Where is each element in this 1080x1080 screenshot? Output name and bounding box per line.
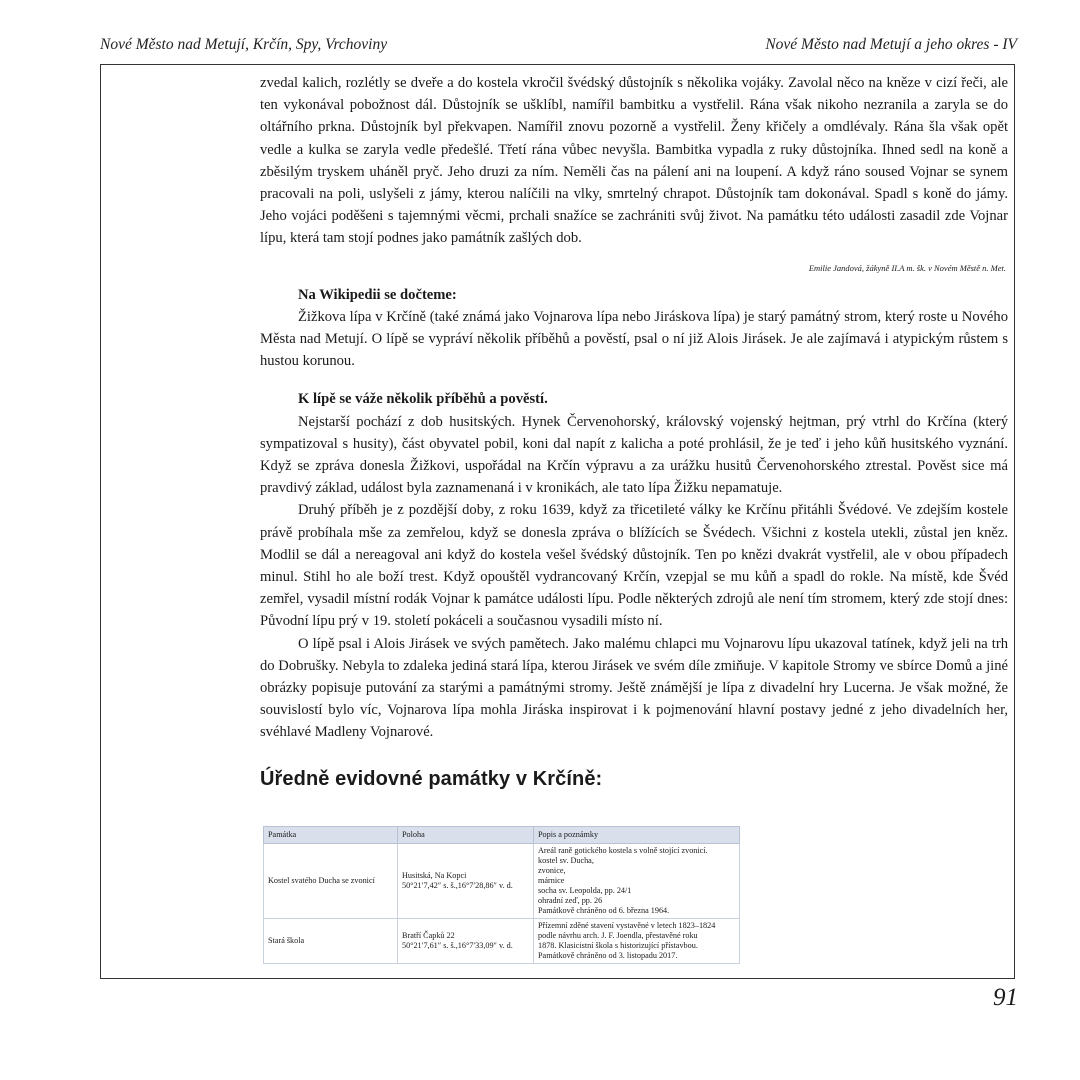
notes-line: kostel sv. Ducha, bbox=[538, 856, 594, 865]
wiki-heading: Na Wikipedii se dočteme: bbox=[298, 286, 457, 303]
location-line: Bratří Čapků 22 bbox=[402, 931, 455, 940]
monument-name: Stará škola bbox=[264, 919, 398, 964]
author-signature: Emilie Jandová, žákyně II.A m. šk. v Novém Městě n. Met. bbox=[808, 262, 1006, 273]
legend-paragraph-1: Nejstarší pochází z dob husitských. Hynek Červenohorský, královský vojenský hejtman, prý vtrhl do Krčína (který sympatizoval s husity), část obyvatel pobil, koni dal napít z kalicha a poté prohlásil, že je teď i jeho kůň husitského vyznání. Když se zpráva donesla Žižkovi, uspořádal na Krčín výpravu a za urážku husitů Červenohorského ztrestal. Pověst sice má pravdivý základ, událost byla zaznamenaná i v kronikách, ale tato lípa Žižku nepamatuje. bbox=[260, 413, 1008, 497]
legends-heading: K lípě se váže několik příběhů a pověstí. bbox=[298, 391, 548, 408]
notes-line: podle návrhu arch. J. F. Joendla, přestavěné roku bbox=[538, 931, 698, 940]
location-line: Husitská, Na Kopci bbox=[402, 871, 467, 880]
running-header bbox=[100, 36, 1017, 54]
column-header-monument: Památka bbox=[264, 827, 398, 844]
monument-name: Kostel svatého Ducha se zvonicí bbox=[264, 844, 398, 919]
spacer bbox=[260, 372, 1008, 388]
monument-location bbox=[398, 919, 534, 964]
table-row bbox=[264, 919, 740, 964]
running-header-right: Nové Město nad Metují a jeho okres - IV bbox=[765, 36, 1017, 53]
notes-line: Památkově chráněno od 6. března 1964. bbox=[538, 906, 670, 915]
monuments-table bbox=[263, 826, 740, 964]
legend-paragraph-3: O lípě psal i Alois Jirásek ve svých pamětech. Jako malému chlapci mu Vojnarovu lípu ukazoval tatínek, když jeli na trh do Dobrušky. Nebyla to zdaleka jediná stará lípa, kterou Jirásek ve svém díle zmiňuje. V kapitole Stromy ve sbírce Domů a jiné obrázky popisuje putování za starými a památnými stromy. Ještě známější je lípa z divadelní hry Lucerna. Je však možné, že souvislostí bylo víc, Vojnarova lípa mohla Jiráska inspirovat i k pojmenování hlavní postavy jedné z jeho divadelních her, svéhlavé Madleny Vojnarové. bbox=[260, 635, 1008, 741]
monument-notes bbox=[534, 844, 740, 919]
article-body bbox=[260, 72, 1008, 792]
notes-line: Areál raně gotického kostela s volně stojící zvonicí. bbox=[538, 846, 708, 855]
notes-line: 1878. Klasicistní škola s historizující přístavbou. bbox=[538, 941, 698, 950]
notes-line: socha sv. Leopolda, pp. 24/1 bbox=[538, 886, 632, 895]
location-line: 50°21′7,61″ s. š.,16°7′33,09″ v. d. bbox=[402, 941, 513, 950]
notes-line: ohradní zeď, pp. 26 bbox=[538, 896, 603, 905]
running-header-left: Nové Město nad Metují, Krčín, Spy, Vrchoviny bbox=[100, 36, 388, 53]
column-header-notes: Popis a poznámky bbox=[534, 827, 740, 844]
wiki-paragraph: Žižkova lípa v Krčíně (také známá jako Vojnarova lípa nebo Jiráskova lípa) je starý památný strom, který roste u Nového Města nad Metují. O lípě se vypráví několik příběhů a pověstí, psal o ní již Alois Jirásek. Je ale zajímavá i atypickým růstem s hustou korunou. bbox=[260, 308, 1008, 370]
notes-line: márnice bbox=[538, 876, 565, 885]
monuments-title: Úředně evidovné památky v Krčíně: bbox=[260, 767, 603, 790]
table-header-row bbox=[264, 827, 740, 844]
table-row bbox=[264, 844, 740, 919]
legend-paragraph-2: Druhý příběh je z pozdější doby, z roku 1639, když za třicetileté války ke Krčínu přitáhli Švédové. Ve zdejším kostele právě probíhala mše za zemřelou, když se donesla zpráva o blížících se Švédech. Všichni z kostela utekli, zůstal jen kněz. Modlil se dál a nereagoval ani když do kostela vešel švédský důstojník. Ten po knězi dvakrát vystřelil, ale v obou případech minul. Stihl ho ale boží trest. Když opouštěl vydrancovaný Krčín, vzepjal se mu kůň a spadl do rokle. Na místě, kde Švéd zemřel, vysadil místní rodák Vojnar k památce události lípu. Podle některých zdrojů ale není tím stromem, který zde stojí dnes: Původní lípu prý v 19. století pokáceli a současnou vysadili místo ní. bbox=[260, 502, 1008, 630]
notes-line: zvonice, bbox=[538, 866, 566, 875]
story-paragraph: zvedal kalich, rozlétly se dveře a do kostela vkročil švédský důstojník s několika vojáky. Zavolal něco na kněze v cizí řeči, ale ten vykonával pobožnost dál. Důstojník se ušklíbl, namířil bambitku a vystřelil. Rána však nikoho nezranila a zaryla se do oltářního prkna. Důstojník byl překvapen. Namířil znovu pozorně a vystřelil. Ženy křičely a omdlévaly. Rána šla však opět vedle a kulka se zaryla vedle předešlé. Třetí rána vůbec nevyšla. Bambitka vypadla z ruky důstojníka. Ihned sedl na koně a zběsilým tryskem uháněl pryč. Jeho druzi za ním. Neměli čas na pálení ani na loupení. A když ráno soused Vojnar se synem pracovali na poli, uslyšeli z jámy, kterou nalíčili na vlky, smrtelný chrapot. Důstojník tam dokonával. Spadl s koně do jámy. Jeho vojáci poděšeni s tajemnými věcmi, prchali snažíce se zachrániti svůj život. Na památku této události zasadil zde Vojnar lípu, která tam stojí podnes jako památník zašlých dob. bbox=[260, 75, 1008, 247]
notes-line: Památkově chráněno od 3. listopadu 2017. bbox=[538, 951, 678, 960]
monument-notes bbox=[534, 919, 740, 964]
monument-location bbox=[398, 844, 534, 919]
column-header-location: Poloha bbox=[398, 827, 534, 844]
page-number: 91 bbox=[993, 984, 1018, 1011]
location-line: 50°21′7,42″ s. š.,16°7′28,86″ v. d. bbox=[402, 881, 513, 890]
notes-line: Přízemní zděné stavení vystavěné v letech 1823–1824 bbox=[538, 921, 716, 930]
